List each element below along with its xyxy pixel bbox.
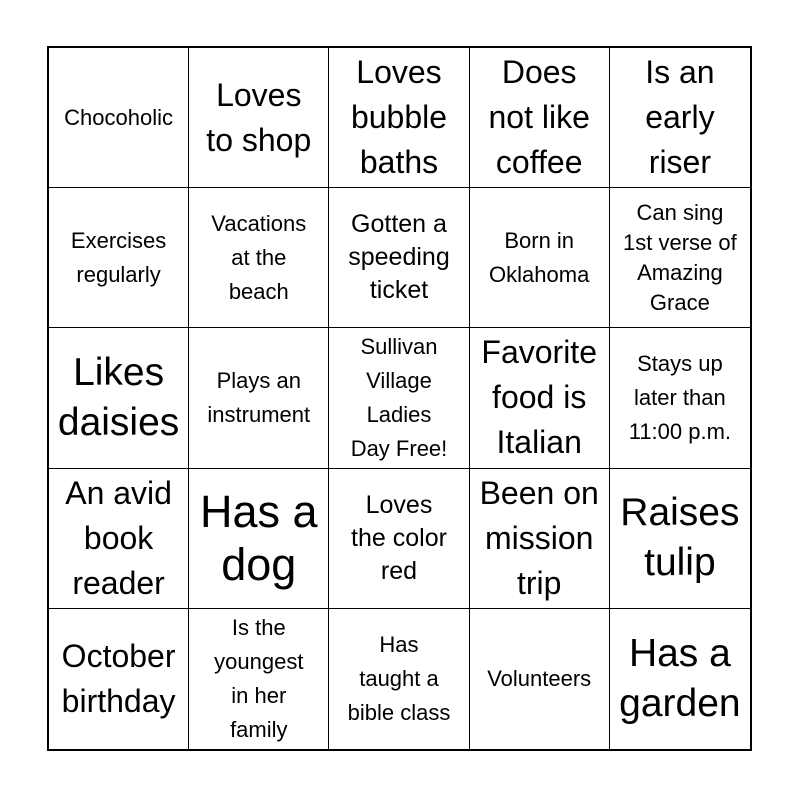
bingo-square-label: Gotten a speeding ticket (348, 210, 450, 305)
bingo-square-r3-c4[interactable] (470, 328, 610, 468)
bingo-square-label: Plays an instrument (207, 367, 311, 427)
bingo-square-r3-c1[interactable] (49, 328, 189, 468)
bingo-square-r1-c5[interactable] (610, 48, 750, 188)
bingo-square-label: Likes daisies (57, 350, 180, 444)
bingo-square-r2-c4[interactable] (470, 188, 610, 328)
bingo-square-r2-c5[interactable] (610, 188, 750, 328)
bingo-square-r1-c2[interactable] (189, 48, 329, 188)
bingo-square-label: Has a dog (200, 486, 318, 591)
bingo-square-label: Raises tulip (620, 491, 740, 585)
bingo-square-r5-c4[interactable] (470, 609, 610, 749)
bingo-square-r3-c5[interactable] (610, 328, 750, 468)
bingo-square-label: Chocoholic (64, 104, 174, 130)
bingo-square-label: Loves to shop (206, 76, 312, 158)
bingo-square-label: October birthday (61, 637, 176, 719)
bingo-square-r3-c3[interactable] (329, 328, 469, 468)
bingo-square-r5-c5[interactable] (610, 609, 750, 749)
bingo-square-label: Is the youngest in her family (214, 614, 304, 742)
bingo-square-label: Has taught a bible class (347, 631, 451, 725)
bingo-square-label: Loves bubble baths (350, 54, 448, 181)
bingo-square-r2-c3[interactable] (329, 188, 469, 328)
bingo-square-label: Been on mission trip (479, 474, 599, 601)
bingo-square-label: Vacations at the beach (211, 210, 307, 304)
bingo-square-r3-c2[interactable] (189, 328, 329, 468)
bingo-square-label: Exercises regularly (70, 227, 167, 287)
bingo-board (47, 46, 752, 751)
bingo-square-label: Is an early riser (645, 54, 715, 181)
bingo-square-label: Stays up later than 11:00 p.m. (628, 350, 732, 444)
bingo-square-r4-c3[interactable] (329, 469, 469, 609)
bingo-square-r2-c1[interactable] (49, 188, 189, 328)
bingo-square-label: Loves the color red (351, 490, 447, 585)
bingo-square-label: Volunteers (487, 665, 592, 691)
bingo-square-r1-c3[interactable] (329, 48, 469, 188)
bingo-square-label: An avid book reader (65, 474, 172, 601)
bingo-square-label: Sullivan Village Ladies Day Free! (350, 333, 448, 461)
bingo-square-label: Does not like coffee (488, 54, 590, 181)
bingo-square-r1-c4[interactable] (470, 48, 610, 188)
bingo-square-label: Can sing 1st verse of Amazing Grace (623, 199, 737, 315)
bingo-square-label: Born in Oklahoma (489, 227, 590, 287)
bingo-square-label: Has a garden (619, 631, 741, 725)
bingo-square-r2-c2[interactable] (189, 188, 329, 328)
bingo-square-r4-c4[interactable] (470, 469, 610, 609)
bingo-square-r5-c2[interactable] (189, 609, 329, 749)
bingo-square-r4-c5[interactable] (610, 469, 750, 609)
bingo-square-r4-c2[interactable] (189, 469, 329, 609)
bingo-square-r5-c1[interactable] (49, 609, 189, 749)
bingo-square-r5-c3[interactable] (329, 609, 469, 749)
bingo-square-r1-c1[interactable] (49, 48, 189, 188)
bingo-square-r4-c1[interactable] (49, 469, 189, 609)
bingo-square-label: Favorite food is Italian (481, 334, 597, 461)
